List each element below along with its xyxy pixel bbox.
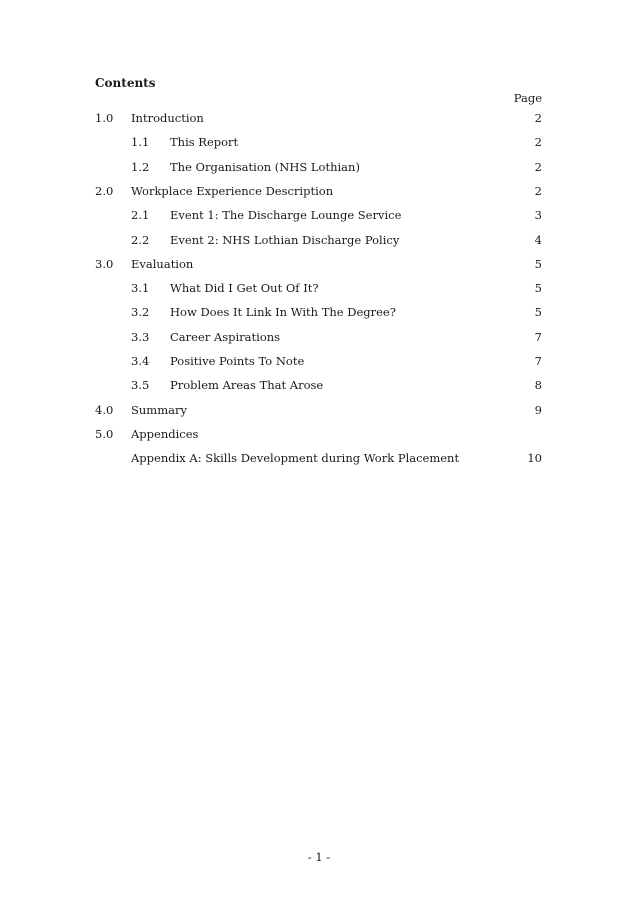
toc-entry-title: Introduction xyxy=(131,111,204,125)
contents-heading: Contents xyxy=(95,76,156,90)
toc-entry-number: 3.0 xyxy=(95,257,114,271)
toc-entry-title: Appendix A: Skills Development during Work Placement xyxy=(131,451,460,465)
toc-entry-title: Event 2: NHS Lothian Discharge Policy xyxy=(170,233,400,247)
toc-entry xyxy=(0,256,638,272)
toc-entry-page: 2 xyxy=(534,160,542,174)
toc-entry-page: 8 xyxy=(534,378,542,392)
toc-entry-title: The Organisation (NHS Lothian) xyxy=(170,160,360,174)
toc-entry-title: Positive Points To Note xyxy=(170,354,305,368)
toc-entry xyxy=(0,280,638,296)
toc-entry-title: Summary xyxy=(131,403,187,417)
toc-entry-number: 1.1 xyxy=(131,135,150,149)
toc-entry-page: 2 xyxy=(534,184,542,198)
toc-entry-number: 2.1 xyxy=(131,208,150,222)
toc-entry-page: 10 xyxy=(527,451,542,465)
toc-entry xyxy=(0,402,638,418)
toc-entry-title: Workplace Experience Description xyxy=(131,184,334,198)
toc-entry-number: 3.1 xyxy=(131,281,150,295)
toc-entry-number: 3.3 xyxy=(131,330,150,344)
toc-entry xyxy=(0,207,638,223)
toc-entry xyxy=(0,377,638,393)
toc-entry-page: 9 xyxy=(534,403,542,417)
toc-entry xyxy=(0,329,638,345)
page-column-label: Page xyxy=(513,91,542,105)
toc-entry-title: Event 1: The Discharge Lounge Service xyxy=(170,208,402,222)
toc-entry xyxy=(0,159,638,175)
toc-entry-number: 3.5 xyxy=(131,378,150,392)
toc-entry-page: 5 xyxy=(534,281,542,295)
toc-entry-number: 1.2 xyxy=(131,160,150,174)
toc-entry-page: 7 xyxy=(534,354,542,368)
toc-entry-number: 4.0 xyxy=(95,403,114,417)
toc-entry xyxy=(0,450,638,466)
toc-entry-title: Evaluation xyxy=(131,257,194,271)
toc-entry xyxy=(0,134,638,150)
toc-entry-title: This Report xyxy=(170,135,239,149)
toc-entry-page: 4 xyxy=(534,233,542,247)
toc-entry-number: 3.2 xyxy=(131,305,150,319)
toc-entry-page: 2 xyxy=(534,135,542,149)
toc-entry-title: Career Aspirations xyxy=(170,330,281,344)
toc-entry-number: 3.4 xyxy=(131,354,150,368)
toc-entry-page: 5 xyxy=(534,257,542,271)
toc-entry-title: Appendices xyxy=(131,427,199,441)
toc-entry xyxy=(0,353,638,369)
toc-entry xyxy=(0,304,638,320)
toc-entry xyxy=(0,426,638,442)
toc-entry-page: 5 xyxy=(534,305,542,319)
toc-entry-number: 2.2 xyxy=(131,233,150,247)
page-number-footer: - 1 - xyxy=(307,850,331,864)
toc-entry-page: 3 xyxy=(534,208,542,222)
toc-entry-number: 5.0 xyxy=(95,427,114,441)
toc-entry-title: Problem Areas That Arose xyxy=(170,378,324,392)
toc-entry-page: 7 xyxy=(534,330,542,344)
toc-entry-number: 1.0 xyxy=(95,111,114,125)
toc-entry xyxy=(0,232,638,248)
toc-entry-page: 2 xyxy=(534,111,542,125)
toc-entry xyxy=(0,110,638,126)
toc-entry xyxy=(0,183,638,199)
toc-entry-number: 2.0 xyxy=(95,184,114,198)
toc-entry-title: What Did I Get Out Of It? xyxy=(170,281,319,295)
toc-entry-title: How Does It Link In With The Degree? xyxy=(170,305,396,319)
